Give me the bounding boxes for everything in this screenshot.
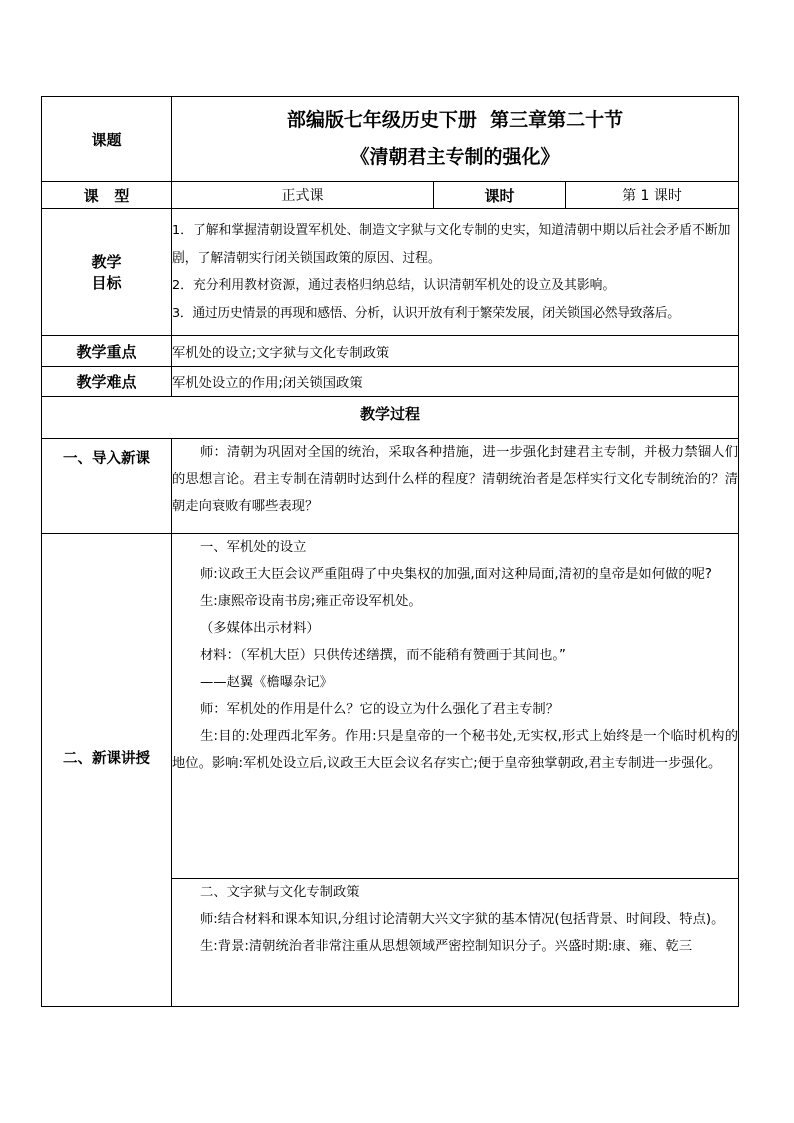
lesson-title-cell [172, 97, 739, 182]
objectives-label-line2: 目标 [91, 274, 122, 292]
part1-line: 材料：（军机大臣）只供传述缮撰，而不能稍有赞画于其间也。” [200, 648, 566, 663]
part2-heading: 二、文字狱与文化专制政策 [200, 885, 360, 900]
type-value: 正式课 [172, 182, 434, 209]
part2-line: 师:结合材料和课本知识,分组讨论清朝大兴文字狱的基本情况(包括背景、时间段、特点)。 [200, 912, 725, 927]
objectives-content [172, 209, 739, 336]
difficulties-value: 军机处设立的作用;闭关锁国政策 [172, 367, 739, 397]
objectives-label [42, 209, 172, 336]
objective-item: 3．通过历史情景的再现和感悟、分析，认识开放有利于繁荣发展，闭关锁国必然导致落后。 [172, 305, 680, 321]
title-row [42, 97, 739, 182]
key-points-value: 军机处的设立;文字狱与文化专制政策 [172, 336, 739, 367]
key-points-row [42, 336, 739, 367]
period-label: 课时 [434, 182, 566, 209]
key-points-label: 教学重点 [42, 336, 172, 367]
process-title: 教学过程 [42, 397, 739, 439]
part1-content [172, 534, 739, 879]
part1-line: 师:议政王大臣会议严重阻碍了中央集权的加强,面对这种局面,清初的皇帝是如何做的呢? [200, 567, 712, 582]
part1-heading: 一、军机处的设立 [200, 540, 307, 555]
part1-line: 生:目的:处理西北军务。作用:只是皇帝的一个秘书处,无实权,形式上始终是一个临时机构的地位。影响:军机处设立后,议政王大臣会议名存实亡;便于皇帝独掌朝政,君主专制进一步强化。 [172, 729, 739, 771]
part1-line: （多媒体出示材料） [200, 621, 320, 636]
part2-line: 生:背景:清朝统治者非常注重从思想领域严密控制知识分子。兴盛时期:康、雍、乾三 [200, 939, 693, 954]
new-lesson-part1-row [42, 534, 739, 879]
part1-citation: ——赵翼《檐曝杂记》 [200, 675, 333, 690]
objectives-row [42, 209, 739, 336]
lesson-title-line1: 部编版七年级历史下册 第三章第二十节 [286, 109, 624, 131]
difficulties-row [42, 367, 739, 397]
intro-text: 师：清朝为巩固对全国的统治，采取各种措施，进一步强化封建君主专制，并极力禁锢人们的思想言论。君主专制在清朝时达到什么样的程度？清朝统治者是怎样实行文化专制统治的？清朝走向衰败有哪些表现？ [172, 445, 739, 514]
part1-line: 生:康熙帝设南书房;雍正帝设军机处。 [200, 594, 422, 609]
difficulties-label: 教学难点 [42, 367, 172, 397]
part2-content [172, 879, 739, 1007]
period-value: 第 1 课时 [566, 182, 739, 209]
type-label: 课 型 [42, 182, 172, 209]
objectives-label-line1: 教学 [91, 253, 122, 271]
intro-content [172, 439, 739, 534]
lesson-plan-table [41, 96, 739, 1007]
intro-label: 一、导入新课 [42, 439, 172, 534]
objective-item: 1．了解和掌握清朝设置军机处、制造文字狱与文化专制的史实，知道清朝中期以后社会矛盾不断加剧，了解清朝实行闭关锁国政策的原因、过程。 [172, 223, 731, 266]
objective-item: 2．充分利用教材资源，通过表格归纳总结，认识清朝军机处的设立及其影响。 [172, 278, 616, 293]
new-lesson-label: 二、新课讲授 [42, 534, 172, 1007]
topic-label: 课题 [42, 97, 172, 182]
intro-row [42, 439, 739, 534]
process-title-row [42, 397, 739, 439]
part1-line: 师：军机处的作用是什么？它的设立为什么强化了君主专制？ [200, 702, 560, 717]
type-row [42, 182, 739, 209]
lesson-title-line2: 《清朝君主专制的强化》 [350, 146, 560, 168]
